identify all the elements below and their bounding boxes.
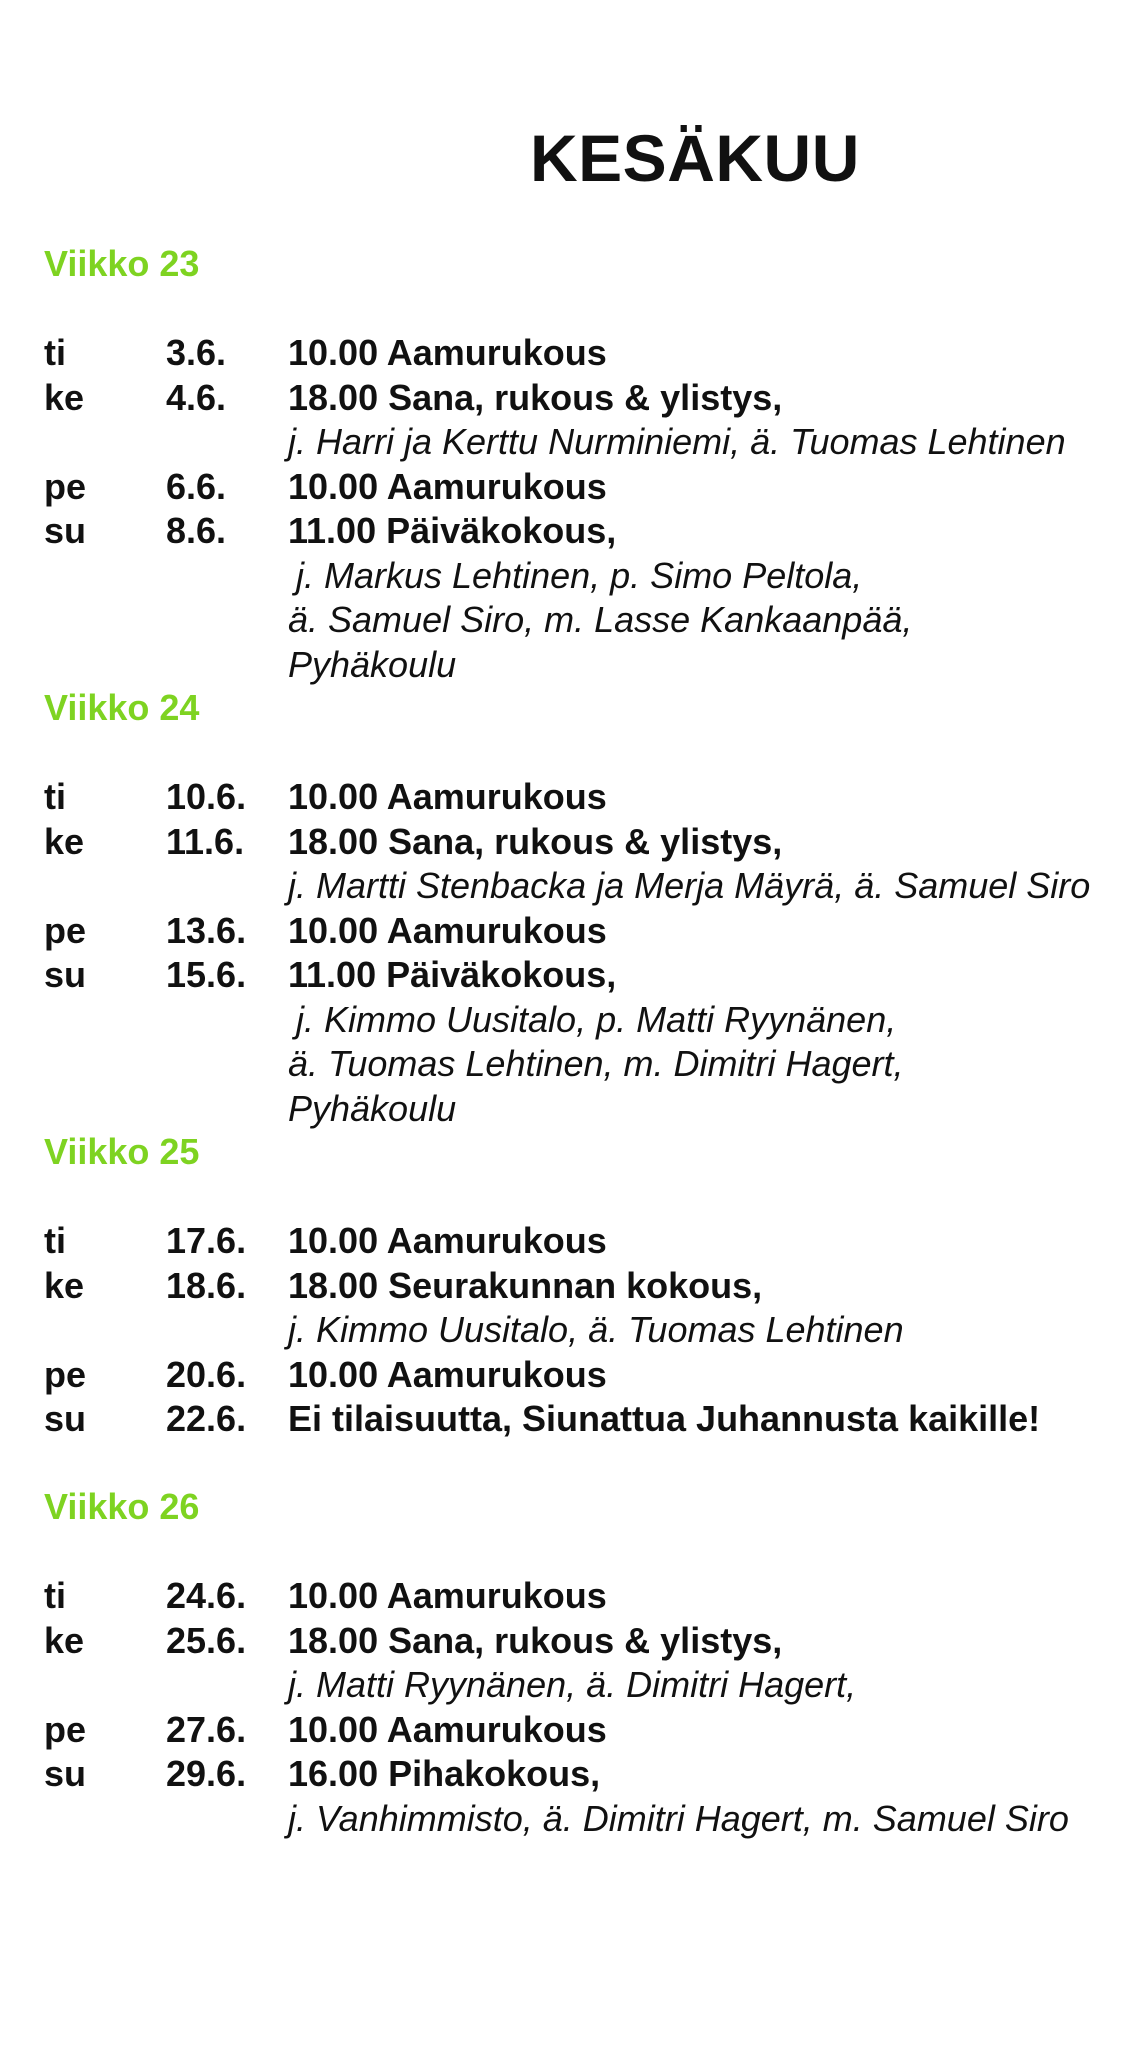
entry-day: ke: [44, 1619, 85, 1661]
entry-detail: ä. Tuomas Lehtinen, m. Dimitri Hagert,: [288, 1043, 904, 1084]
entry-event: 10.00 Aamurukous: [288, 1708, 607, 1750]
schedule-entry: [0, 1264, 1125, 1308]
entry-detail-line: [0, 1042, 1125, 1086]
schedule-entry: [0, 509, 1125, 553]
schedule-entry: [0, 465, 1125, 509]
entry-detail-line: [0, 554, 1125, 598]
entry-event: 10.00 Aamurukous: [288, 1353, 607, 1395]
entry-day: pe: [44, 465, 87, 507]
entry-detail-line: [0, 864, 1125, 908]
entry-date: 25.6.: [166, 1619, 247, 1661]
entry-date: 20.6.: [166, 1353, 247, 1395]
entry-date: 29.6.: [166, 1753, 247, 1794]
entry-detail-line: [0, 1663, 1125, 1707]
entry-event: 10.00 Aamurukous: [288, 1575, 607, 1616]
week-heading: Viikko 25: [44, 1131, 200, 1172]
week-heading: Viikko 24: [44, 687, 200, 728]
entry-event: 11.00 Päiväkokous,: [288, 510, 617, 551]
schedule-entry: [0, 909, 1125, 953]
entry-day: ti: [44, 776, 66, 817]
schedule-entry: [0, 1397, 1125, 1441]
entry-detail-line: [0, 643, 1125, 687]
schedule-entry: [0, 1619, 1125, 1663]
week-heading: Viikko 23: [44, 243, 200, 284]
entry-detail-line: [0, 998, 1125, 1042]
schedule-entry: [0, 1708, 1125, 1752]
schedule-entry: [0, 820, 1125, 864]
entry-date: 22.6.: [166, 1398, 247, 1439]
entry-detail-line: [0, 1797, 1125, 1841]
entry-detail: Pyhäkoulu: [288, 643, 457, 685]
entry-day: ke: [44, 376, 85, 418]
entry-day: ke: [44, 820, 85, 862]
entry-detail: j. Markus Lehtinen, p. Simo Peltola,: [296, 554, 863, 596]
entry-date: 3.6.: [166, 332, 227, 373]
entry-date: 17.6.: [166, 1220, 247, 1261]
entry-event: 10.00 Aamurukous: [288, 332, 607, 373]
entry-detail-line: [0, 1308, 1125, 1352]
entry-event: 10.00 Aamurukous: [288, 909, 607, 951]
entry-event: 10.00 Aamurukous: [288, 776, 607, 817]
entry-detail-line: [0, 598, 1125, 642]
entry-event: 18.00 Sana, rukous & ylistys,: [288, 1619, 783, 1661]
entry-event: 18.00 Sana, rukous & ylistys,: [288, 820, 783, 862]
entry-detail-line: [0, 1087, 1125, 1131]
entry-event: 11.00 Päiväkokous,: [288, 954, 617, 995]
entry-day: ti: [44, 1220, 66, 1261]
entry-date: 13.6.: [166, 909, 247, 951]
page-title: KESÄKUU: [530, 121, 860, 195]
entry-date: 15.6.: [166, 954, 247, 995]
entry-day: ke: [44, 1264, 85, 1306]
schedule-entry: [0, 1574, 1125, 1618]
schedule-entry: [0, 376, 1125, 420]
entry-event: Ei tilaisuutta, Siunattua Juhannusta kaikille!: [288, 1398, 1041, 1439]
entry-day: pe: [44, 1708, 87, 1750]
week-heading: Viikko 26: [44, 1486, 200, 1527]
entry-day: su: [44, 510, 87, 551]
entry-date: 8.6.: [166, 510, 227, 551]
entry-day: su: [44, 1753, 87, 1794]
entry-event: 18.00 Seurakunnan kokous,: [288, 1264, 763, 1306]
entry-detail: ä. Samuel Siro, m. Lasse Kankaanpää,: [288, 599, 913, 640]
entry-date: 24.6.: [166, 1575, 247, 1616]
entry-event: 10.00 Aamurukous: [288, 465, 607, 507]
entry-detail-line: [0, 420, 1125, 464]
entry-detail: j. Kimmo Uusitalo, p. Matti Ryynänen,: [296, 998, 897, 1040]
entry-date: 27.6.: [166, 1708, 247, 1750]
entry-date: 18.6.: [166, 1264, 247, 1306]
entry-detail: j. Vanhimmisto, ä. Dimitri Hagert, m. Samuel Siro: [288, 1797, 1069, 1839]
entry-day: ti: [44, 332, 66, 373]
entry-day: pe: [44, 909, 87, 951]
entry-date: 6.6.: [166, 465, 227, 507]
entry-detail: j. Martti Stenbacka ja Merja Mäyrä, ä. Samuel Siro: [288, 865, 1091, 906]
entry-date: 10.6.: [166, 776, 247, 817]
entry-event: 10.00 Aamurukous: [288, 1220, 607, 1261]
schedule-entry: [0, 953, 1125, 997]
entry-event: 16.00 Pihakokous,: [288, 1753, 601, 1794]
schedule-entry: [0, 1752, 1125, 1796]
entry-date: 4.6.: [166, 376, 227, 418]
entry-detail: j. Harri ja Kerttu Nurminiemi, ä. Tuomas Lehtinen: [288, 421, 1066, 462]
entry-detail: Pyhäkoulu: [288, 1087, 457, 1129]
entry-day: pe: [44, 1353, 87, 1395]
entry-day: su: [44, 954, 87, 995]
schedule-entry: [0, 331, 1125, 375]
entry-day: ti: [44, 1575, 66, 1616]
schedule-entry: [0, 1353, 1125, 1397]
schedule-entry: [0, 775, 1125, 819]
entry-date: 11.6.: [166, 820, 245, 862]
schedule-entry: [0, 1219, 1125, 1263]
entry-event: 18.00 Sana, rukous & ylistys,: [288, 376, 783, 418]
entry-detail: j. Matti Ryynänen, ä. Dimitri Hagert,: [288, 1664, 857, 1705]
entry-day: su: [44, 1398, 87, 1439]
entry-detail: j. Kimmo Uusitalo, ä. Tuomas Lehtinen: [288, 1309, 904, 1350]
